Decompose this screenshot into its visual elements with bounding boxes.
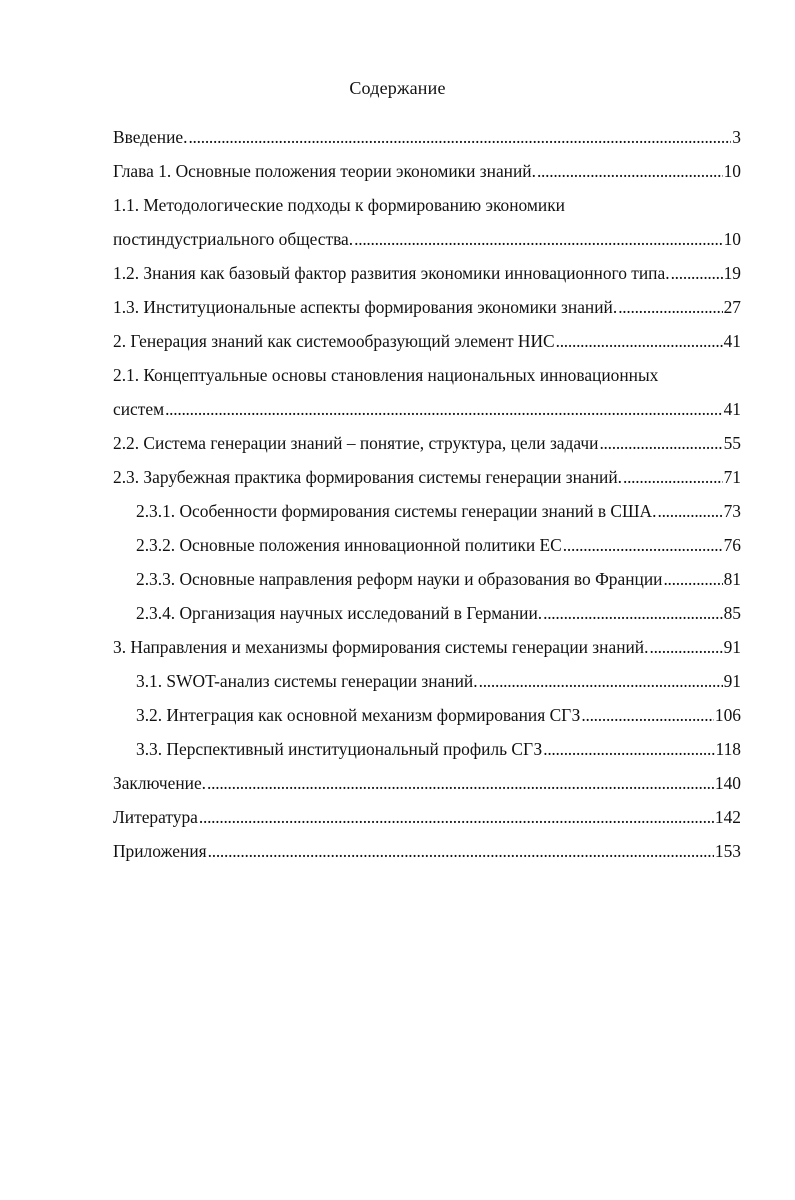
toc-leader-dots bbox=[663, 562, 722, 596]
toc-entry-label: 3.2. Интеграция как основной механизм формирования СГЗ bbox=[136, 705, 581, 725]
toc-entry-page: 140 bbox=[714, 773, 741, 793]
toc-entry-label: Приложения bbox=[113, 841, 207, 861]
toc-entry-label: 3. Направления и механизмы формирования системы генерации знаний. bbox=[113, 637, 649, 657]
toc-entry-label: 2.2. Система генерации знаний – понятие, структура, цели задачи bbox=[113, 433, 599, 453]
toc-leader-dots bbox=[207, 766, 714, 800]
toc-entry-label: 2. Генерация знаний как системообразующий элемент НИС bbox=[113, 331, 555, 351]
toc-entry-appendices bbox=[113, 834, 741, 868]
toc-entry-2-3-1 bbox=[113, 494, 741, 528]
toc-entry-page: 81 bbox=[723, 569, 741, 589]
toc-entry-chapter-1 bbox=[113, 154, 741, 188]
toc-entry-page: 41 bbox=[723, 331, 741, 351]
toc-entry-label: 2.3.3. Основные направления реформ науки и образования во Франции bbox=[136, 569, 663, 589]
table-of-contents bbox=[113, 120, 741, 868]
toc-entry-label: 2.3.1. Особенности формирования системы генерации знаний в США. bbox=[136, 501, 657, 521]
toc-entry-label: 3.1. SWOT-анализ системы генерации знаний. bbox=[136, 671, 478, 691]
toc-leader-dots bbox=[671, 256, 723, 290]
toc-leader-dots bbox=[208, 834, 714, 868]
toc-entry-page: 41 bbox=[723, 399, 741, 419]
toc-entry-page: 71 bbox=[723, 467, 741, 487]
toc-leader-dots bbox=[165, 392, 723, 426]
toc-entry-1-1-line1 bbox=[113, 188, 741, 222]
toc-entry-page: 142 bbox=[714, 807, 741, 827]
toc-leader-dots bbox=[599, 426, 722, 460]
toc-entry-page: 73 bbox=[723, 501, 741, 521]
toc-entry-label: 1.3. Институциональные аспекты формирования экономики знаний. bbox=[113, 297, 618, 317]
toc-leader-dots bbox=[188, 120, 731, 154]
toc-leader-dots bbox=[657, 494, 722, 528]
toc-entry-label-line1: 1.1. Методологические подходы к формированию экономики bbox=[113, 195, 565, 215]
toc-leader-dots bbox=[543, 596, 723, 630]
toc-entry-page: 3 bbox=[732, 127, 741, 147]
toc-entry-3-3 bbox=[113, 732, 741, 766]
page-title: Содержание bbox=[349, 78, 446, 98]
toc-entry-label: Заключение. bbox=[113, 773, 207, 793]
toc-entry-2-1-line1 bbox=[113, 358, 741, 392]
toc-entry-label: 3.3. Перспективный институциональный профиль СГЗ bbox=[136, 739, 543, 759]
toc-leader-dots bbox=[649, 630, 722, 664]
toc-leader-dots bbox=[354, 222, 722, 256]
toc-entry-page: 118 bbox=[715, 739, 741, 759]
toc-entry-page: 10 bbox=[723, 229, 741, 249]
toc-entry-page: 19 bbox=[723, 263, 741, 283]
toc-entry-chapter-2 bbox=[113, 324, 741, 358]
toc-entry-2-3-4 bbox=[113, 596, 741, 630]
toc-leader-dots bbox=[479, 664, 723, 698]
toc-entry-1-2 bbox=[113, 256, 741, 290]
toc-leader-dots bbox=[623, 460, 723, 494]
toc-entry-label-line1: 2.1. Концептуальные основы становления национальных инновационных bbox=[113, 365, 659, 385]
toc-entry-2-3-2 bbox=[113, 528, 741, 562]
toc-entry-2-3-3 bbox=[113, 562, 741, 596]
toc-entry-2-3 bbox=[113, 460, 741, 494]
toc-entry-2-1 bbox=[113, 392, 741, 426]
toc-leader-dots bbox=[563, 528, 723, 562]
toc-entry-1-3 bbox=[113, 290, 741, 324]
toc-entry-introduction bbox=[113, 120, 741, 154]
toc-entry-label: 2.3.4. Организация научных исследований в Германии. bbox=[136, 603, 543, 623]
toc-leader-dots bbox=[556, 324, 723, 358]
toc-entry-label: постиндустриального общества. bbox=[113, 229, 354, 249]
toc-entry-label: Литература bbox=[113, 807, 198, 827]
toc-entry-page: 106 bbox=[714, 705, 741, 725]
toc-entry-label: 2.3. Зарубежная практика формирования системы генерации знаний. bbox=[113, 467, 622, 487]
toc-entry-label: Глава 1. Основные положения теории экономики знаний. bbox=[113, 161, 536, 181]
toc-leader-dots bbox=[581, 698, 714, 732]
toc-leader-dots bbox=[618, 290, 722, 324]
toc-entry-chapter-3 bbox=[113, 630, 741, 664]
toc-entry-page: 153 bbox=[714, 841, 741, 861]
toc-entry-3-2 bbox=[113, 698, 741, 732]
toc-entry-page: 76 bbox=[723, 535, 741, 555]
toc-entry-label: Введение. bbox=[113, 127, 188, 147]
toc-entry-label: 1.2. Знания как базовый фактор развития экономики инновационного типа. bbox=[113, 263, 670, 283]
toc-entry-literature bbox=[113, 800, 741, 834]
toc-entry-conclusion bbox=[113, 766, 741, 800]
toc-entry-page: 91 bbox=[723, 671, 741, 691]
toc-entry-page: 27 bbox=[723, 297, 741, 317]
toc-entry-1-1 bbox=[113, 222, 741, 256]
toc-leader-dots bbox=[537, 154, 723, 188]
toc-entry-page: 10 bbox=[723, 161, 741, 181]
toc-entry-page: 91 bbox=[723, 637, 741, 657]
toc-entry-page: 55 bbox=[723, 433, 741, 453]
toc-entry-2-2 bbox=[113, 426, 741, 460]
toc-entry-3-1 bbox=[113, 664, 741, 698]
toc-entry-label: систем bbox=[113, 399, 165, 419]
toc-entry-page: 85 bbox=[723, 603, 741, 623]
toc-leader-dots bbox=[199, 800, 714, 834]
toc-leader-dots bbox=[543, 732, 714, 766]
toc-entry-label: 2.3.2. Основные положения инновационной политики ЕС bbox=[136, 535, 562, 555]
